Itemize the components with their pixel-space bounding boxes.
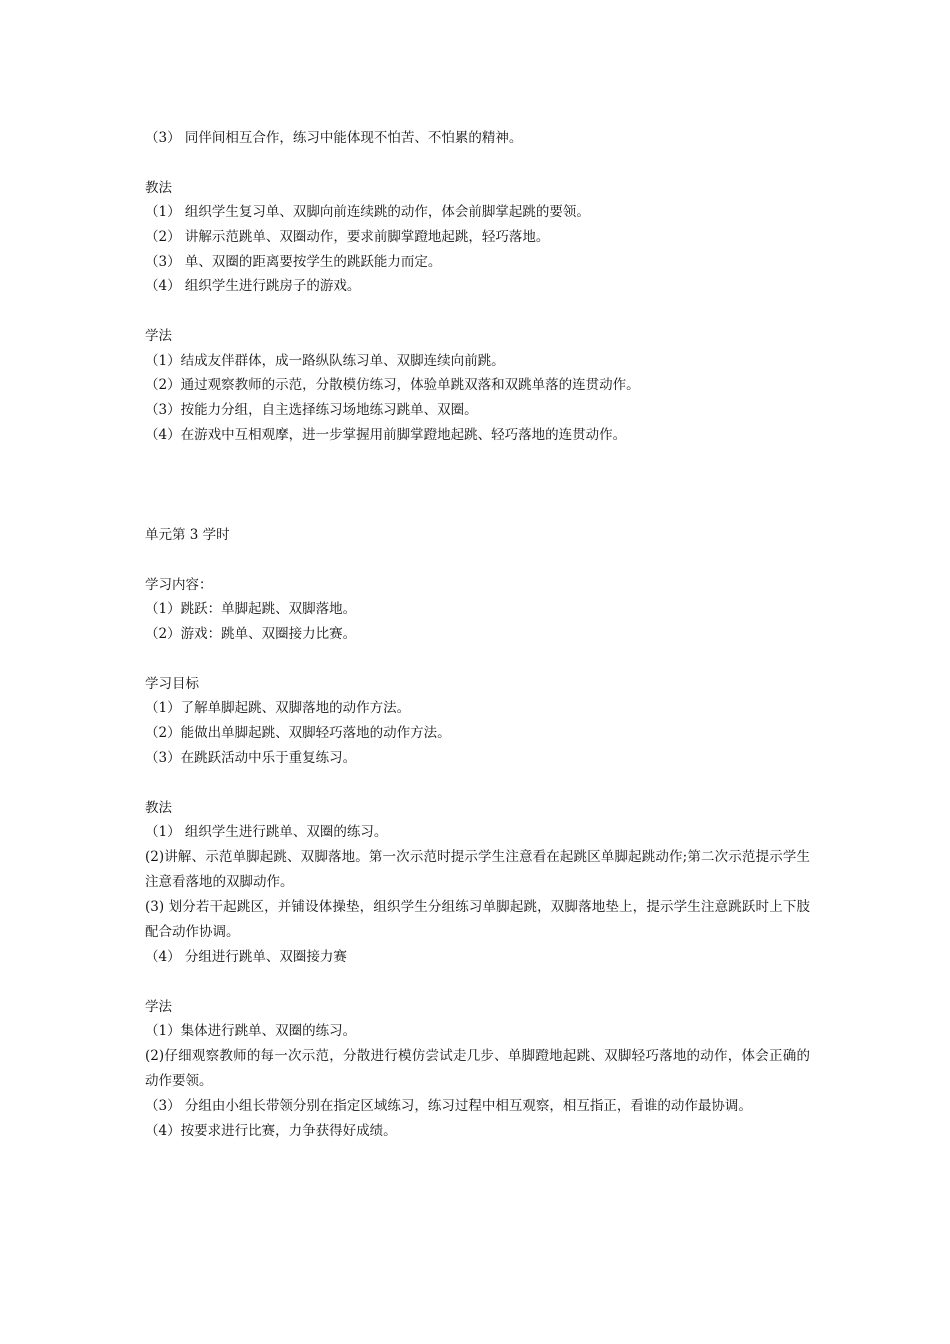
- goal-item: （1）了解单脚起跳、双脚落地的动作方法。: [145, 700, 411, 716]
- goal-item: （3）在跳跃活动中乐于重复练习。: [145, 750, 357, 766]
- teaching-method-heading: 教法: [145, 180, 172, 196]
- learning-item: （4）按要求进行比赛，力争获得好成绩。: [145, 1123, 397, 1139]
- content-item: （1）跳跃：单脚起跳、双脚落地。: [145, 601, 357, 617]
- content-item: （2）游戏：跳单、双圈接力比赛。: [145, 626, 357, 642]
- learning-item: （1）集体进行跳单、双圈的练习。: [145, 1023, 357, 1039]
- learning-item: (2)仔细观察教师的每一次示范，分散进行模仿尝试走几步、单脚蹬地起跳、双脚轻巧落地的动作，体会正确的动作要领。: [145, 1048, 810, 1089]
- teaching-item: （4） 分组进行跳单、双圈接力赛: [145, 949, 347, 965]
- learning-item: （3）按能力分组，自主选择练习场地练习跳单、双圈。: [145, 402, 478, 418]
- learning-method-heading: 学法: [145, 999, 172, 1015]
- teaching-method-heading: 教法: [145, 800, 172, 816]
- learning-item: （2）通过观察教师的示范，分散模仿练习，体验单跳双落和双跳单落的连贯动作。: [145, 377, 640, 393]
- lesson-title: 单元第 3 学时: [145, 527, 230, 543]
- content-heading: 学习内容：: [145, 577, 213, 593]
- goal-item: （3） 同伴间相互合作，练习中能体现不怕苦、不怕累的精神。: [145, 130, 523, 146]
- teaching-item: (3) 划分若干起跳区，并铺设体操垫，组织学生分组练习单脚起跳，双脚落地垫上，提示学生注意跳跃时上下肢配合动作协调。: [145, 899, 810, 940]
- goals-heading: 学习目标: [145, 676, 199, 692]
- learning-item: （1）结成友伴群体，成一路纵队练习单、双脚连续向前跳。: [145, 353, 505, 369]
- teaching-item: （1） 组织学生进行跳单、双圈的练习。: [145, 824, 388, 840]
- learning-method-heading: 学法: [145, 328, 172, 344]
- teaching-item: （3） 单、双圈的距离要按学生的跳跃能力而定。: [145, 254, 442, 270]
- learning-item: （3） 分组由小组长带领分别在指定区域练习，练习过程中相互观察，相互指正，看谁的动作最协调。: [145, 1098, 752, 1114]
- teaching-item: (2)讲解、示范单脚起跳、双脚落地。第一次示范时提示学生注意看在起跳区单脚起跳动作;第二次示范提示学生注意看落地的双脚动作。: [145, 849, 810, 890]
- teaching-item: （1） 组织学生复习单、双脚向前连续跳的动作，体会前脚掌起跳的要领。: [145, 204, 590, 220]
- goal-item: （2）能做出单脚起跳、双脚轻巧落地的动作方法。: [145, 725, 451, 741]
- teaching-item: （2） 讲解示范跳单、双圈动作，要求前脚掌蹬地起跳，轻巧落地。: [145, 229, 550, 245]
- learning-item: （4）在游戏中互相观摩，进一步掌握用前脚掌蹬地起跳、轻巧落地的连贯动作。: [145, 427, 627, 443]
- teaching-item: （4） 组织学生进行跳房子的游戏。: [145, 278, 361, 294]
